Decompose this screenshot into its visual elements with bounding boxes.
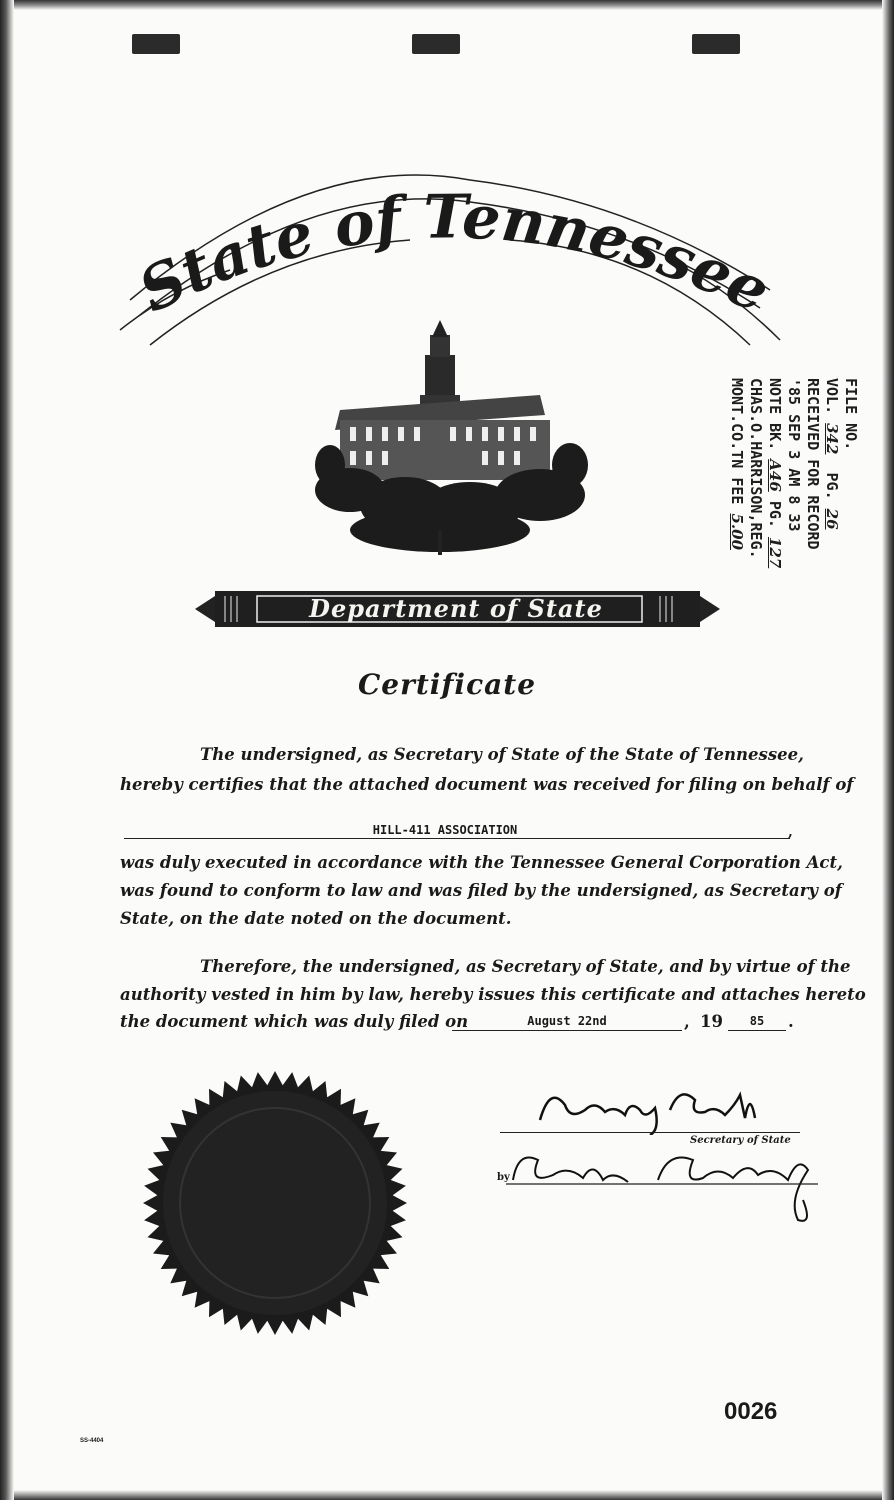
scan-edge-bottom [0,1490,894,1500]
secretary-caption: Secretary of State [690,1135,791,1146]
year-suffix: 85 [749,1014,765,1028]
association-underline [124,838,790,839]
signature-line [500,1132,800,1133]
recording-stamp [670,378,860,618]
date-period: . [788,1012,794,1031]
stamp-fee-value: 5.00 [728,513,746,551]
stamp-file-label: FILE NO. [842,378,860,451]
year-prefix: 19 [700,1012,723,1031]
paragraph1-line4: was found to conform to law and was filed by the undersigned, as Secretary of [120,881,842,900]
scan-edge-left [0,0,14,1500]
paragraph1-line1: The undersigned, as Secretary of State of the State of Tennessee, [200,745,804,764]
filed-date-underline [452,1030,682,1031]
stamp-notebook-pg-value: 127 [766,536,784,569]
paragraph1-line2: hereby certifies that the attached document was received for filing on behalf of [120,775,854,794]
certificate-title: Certificate [357,668,537,701]
paragraph1-line5: State, on the date noted on the document. [120,909,512,928]
page-number: 0026 [724,1398,778,1425]
paragraph2-line1: Therefore, the undersigned, as Secretary of State, and by virtue of the [200,957,851,976]
stamp-received-line: RECEIVED FOR RECORD [804,378,822,550]
stamp-date-line: '85 SEP 3 AM 8 33 [785,378,803,532]
stamp-notebook-value: A46 [766,459,784,492]
filed-date: August 22nd [527,1014,607,1028]
stamp-vol-label: VOL. [823,378,841,415]
stamp-vol-value: 342 [823,423,841,455]
stamp-pg-value: 26 [823,508,841,530]
stamp-pg-label: PG. [823,472,841,500]
date-comma: , [684,1012,690,1031]
stamp-fee-label: MONT.CO.TN FEE [728,378,746,505]
year-underline [728,1030,786,1031]
deputy-signature [498,1140,828,1230]
scan-edge-top [0,0,894,10]
state-title-text: State of Tennessee [128,182,780,328]
state-seal [140,1068,410,1338]
stamp-notebook-pg-label: PG. [766,500,784,528]
secretary-signature [530,1080,770,1135]
paragraph1-line3: was duly executed in accordance with the Tennessee General Corporation Act, [120,853,843,872]
binder-punch-hole [412,34,460,54]
by-label: by [497,1172,510,1183]
binder-punch-hole [132,34,180,54]
association-comma: , [788,824,793,840]
stamp-notebook-label: NOTE BK. [766,378,784,451]
association-name: HILL-411 ASSOCIATION [372,823,518,837]
paragraph2-line2: authority vested in him by law, hereby issues this certificate and attaches hereto [120,985,866,1004]
department-banner-text: Department of State [309,594,603,623]
binder-punch-hole [692,34,740,54]
stamp-register-line: CHAS.O.HARRISON,REG. [747,378,765,559]
capitol-building-illustration [310,315,600,565]
form-number: SS-4404 [80,1438,104,1444]
paragraph2-line3: the document which was duly filed on [120,1012,469,1031]
